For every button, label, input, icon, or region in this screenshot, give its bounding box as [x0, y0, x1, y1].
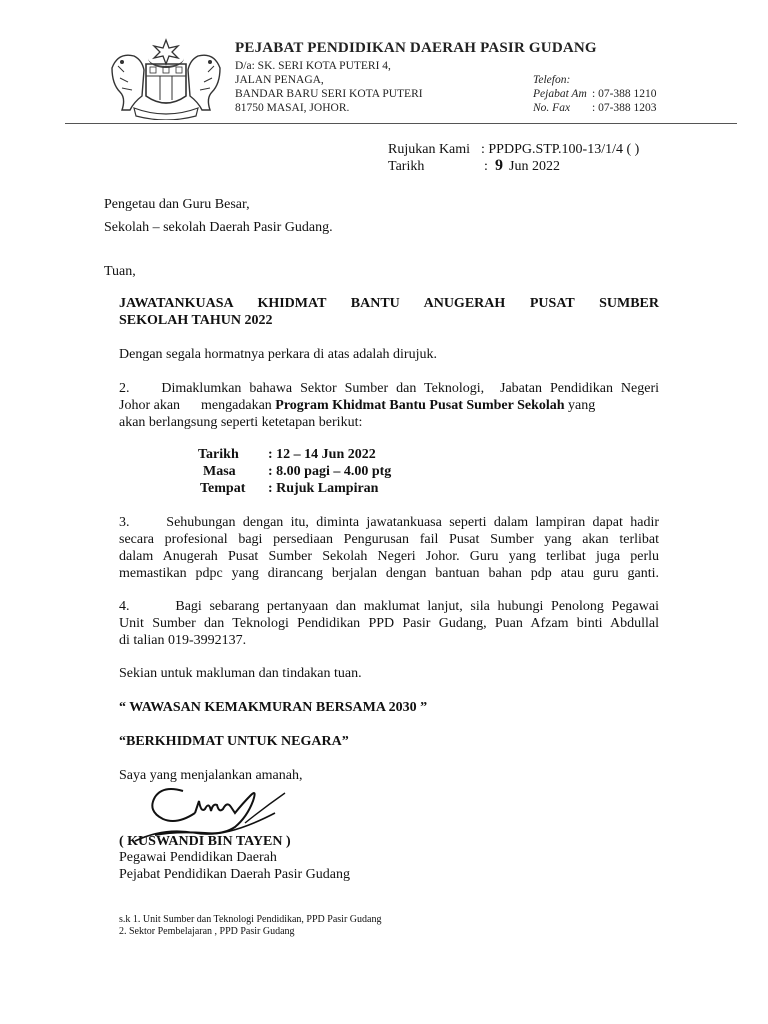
detail-tarikh-label: Tarikh — [198, 447, 239, 462]
tarikh-colon: : — [484, 159, 488, 174]
salutation: Tuan, — [104, 264, 136, 279]
motto-wawasan: “ WAWASAN KEMAKMURAN BERSAMA 2030 ” — [119, 700, 428, 715]
paragraph-4-line-1: 4. Bagi sebarang pertanyaan dan maklumat lanjut, sila hubungi Penolong Pegawai — [119, 599, 659, 614]
paragraph-3-line-1: 3. Sehubungan dengan itu, diminta jawatankuasa seperti dalam lampiran dapat hadir — [119, 515, 659, 530]
address-line-1: D/a: SK. SERI KOTA PUTERI 4, — [235, 60, 391, 72]
paragraph-2-line-3: akan berlangsung seperti ketetapan berikut: — [119, 415, 363, 430]
cc-line-2: 2. Sektor Pembelajaran , PPD Pasir Gudang — [119, 926, 295, 937]
tarikh-label: Tarikh — [388, 159, 425, 174]
signatory-title: Pegawai Pendidikan Daerah — [119, 850, 277, 865]
closing-line: Sekian untuk makluman dan tindakan tuan. — [119, 666, 362, 681]
paragraph-3-line-4: memastikan pdpc yang dirancang berjalan dengan bantuan bahan pdp atau guru ganti. — [119, 566, 659, 581]
sign-off: Saya yang menjalankan amanah, — [119, 768, 303, 783]
recipient-line-2: Sekolah – sekolah Daerah Pasir Gudang. — [104, 220, 333, 235]
cc-line-1: s.k 1. Unit Sumber dan Teknologi Pendidikan, PPD Pasir Gudang — [119, 914, 382, 925]
paragraph-2-line-1: 2. Dimaklumkan bahawa Sektor Sumber dan Teknologi, Jabatan Pendidikan Negeri — [119, 381, 659, 396]
paragraph-3-line-2: secara profesional bagi persediaan Pengurusan fail Pusat Sumber yang akan terlibat — [119, 532, 659, 547]
pejabat-am-number: : 07-388 1210 — [592, 88, 657, 100]
program-name: Program Khidmat Bantu Pusat Sumber Sekolah — [275, 398, 565, 413]
paragraph-1: Dengan segala hormatnya perkara di atas adalah dirujuk. — [119, 347, 437, 362]
rujukan-label: Rujukan Kami — [388, 142, 471, 157]
address-line-4: 81750 MASAI, JOHOR. — [235, 102, 350, 114]
detail-tempat-value: : Rujuk Lampiran — [268, 481, 379, 496]
fax-label: No. Fax — [533, 102, 571, 114]
rujukan-value: : PPDPG.STP.100-13/1/4 ( ) — [481, 142, 640, 157]
paragraph-4-line-2: Unit Sumber dan Teknologi Pendidikan PPD Pasir Gudang, Puan Afzam binti Abdullal — [119, 616, 659, 631]
address-line-2: JALAN PENAGA, — [235, 74, 324, 86]
paragraph-4-line-3: di talian 019-3992137. — [119, 633, 247, 648]
paragraph-3-line-3: dalam Anugerah Pusat Sumber Sekolah Negeri Johor. Guru yang terlibat juga perlu — [119, 549, 659, 564]
recipient-line-1: Pengetau dan Guru Besar, — [104, 197, 250, 212]
subject-line-2: SEKOLAH TAHUN 2022 — [119, 313, 273, 328]
detail-tempat-label: Tempat — [200, 481, 246, 496]
paragraph-2-line-2: Johor akan mengadakan Program Khidmat Bantu Pusat Sumber Sekolah yang — [119, 398, 596, 413]
fax-number: : 07-388 1203 — [592, 102, 657, 114]
tarikh-month-year: Jun 2022 — [509, 159, 560, 174]
pejabat-am-label: Pejabat Am — [533, 88, 587, 100]
detail-tarikh-value: : 12 – 14 Jun 2022 — [268, 447, 376, 462]
detail-masa-label: Masa — [203, 464, 236, 479]
detail-masa-value: : 8.00 pagi – 4.00 ptg — [268, 464, 392, 479]
office-name: PEJABAT PENDIDIKAN DAERAH PASIR GUDANG — [235, 40, 597, 56]
subject-line-1: JAWATANKUASA KHIDMAT BANTU ANUGERAH PUSAT SUMBER — [119, 296, 659, 311]
header-divider — [65, 123, 737, 124]
signatory-name: ( KUSWANDI BIN TAYEN ) — [119, 834, 291, 849]
motto-berkhidmat: “BERKHIDMAT UNTUK NEGARA” — [119, 734, 349, 749]
address-line-3: BANDAR BARU SERI KOTA PUTERI — [235, 88, 423, 100]
telefon-label: Telefon: — [533, 74, 571, 86]
signatory-office: Pejabat Pendidikan Daerah Pasir Gudang — [119, 867, 350, 882]
coat-of-arms-logo — [108, 38, 224, 120]
tarikh-day: 9 — [495, 157, 503, 174]
